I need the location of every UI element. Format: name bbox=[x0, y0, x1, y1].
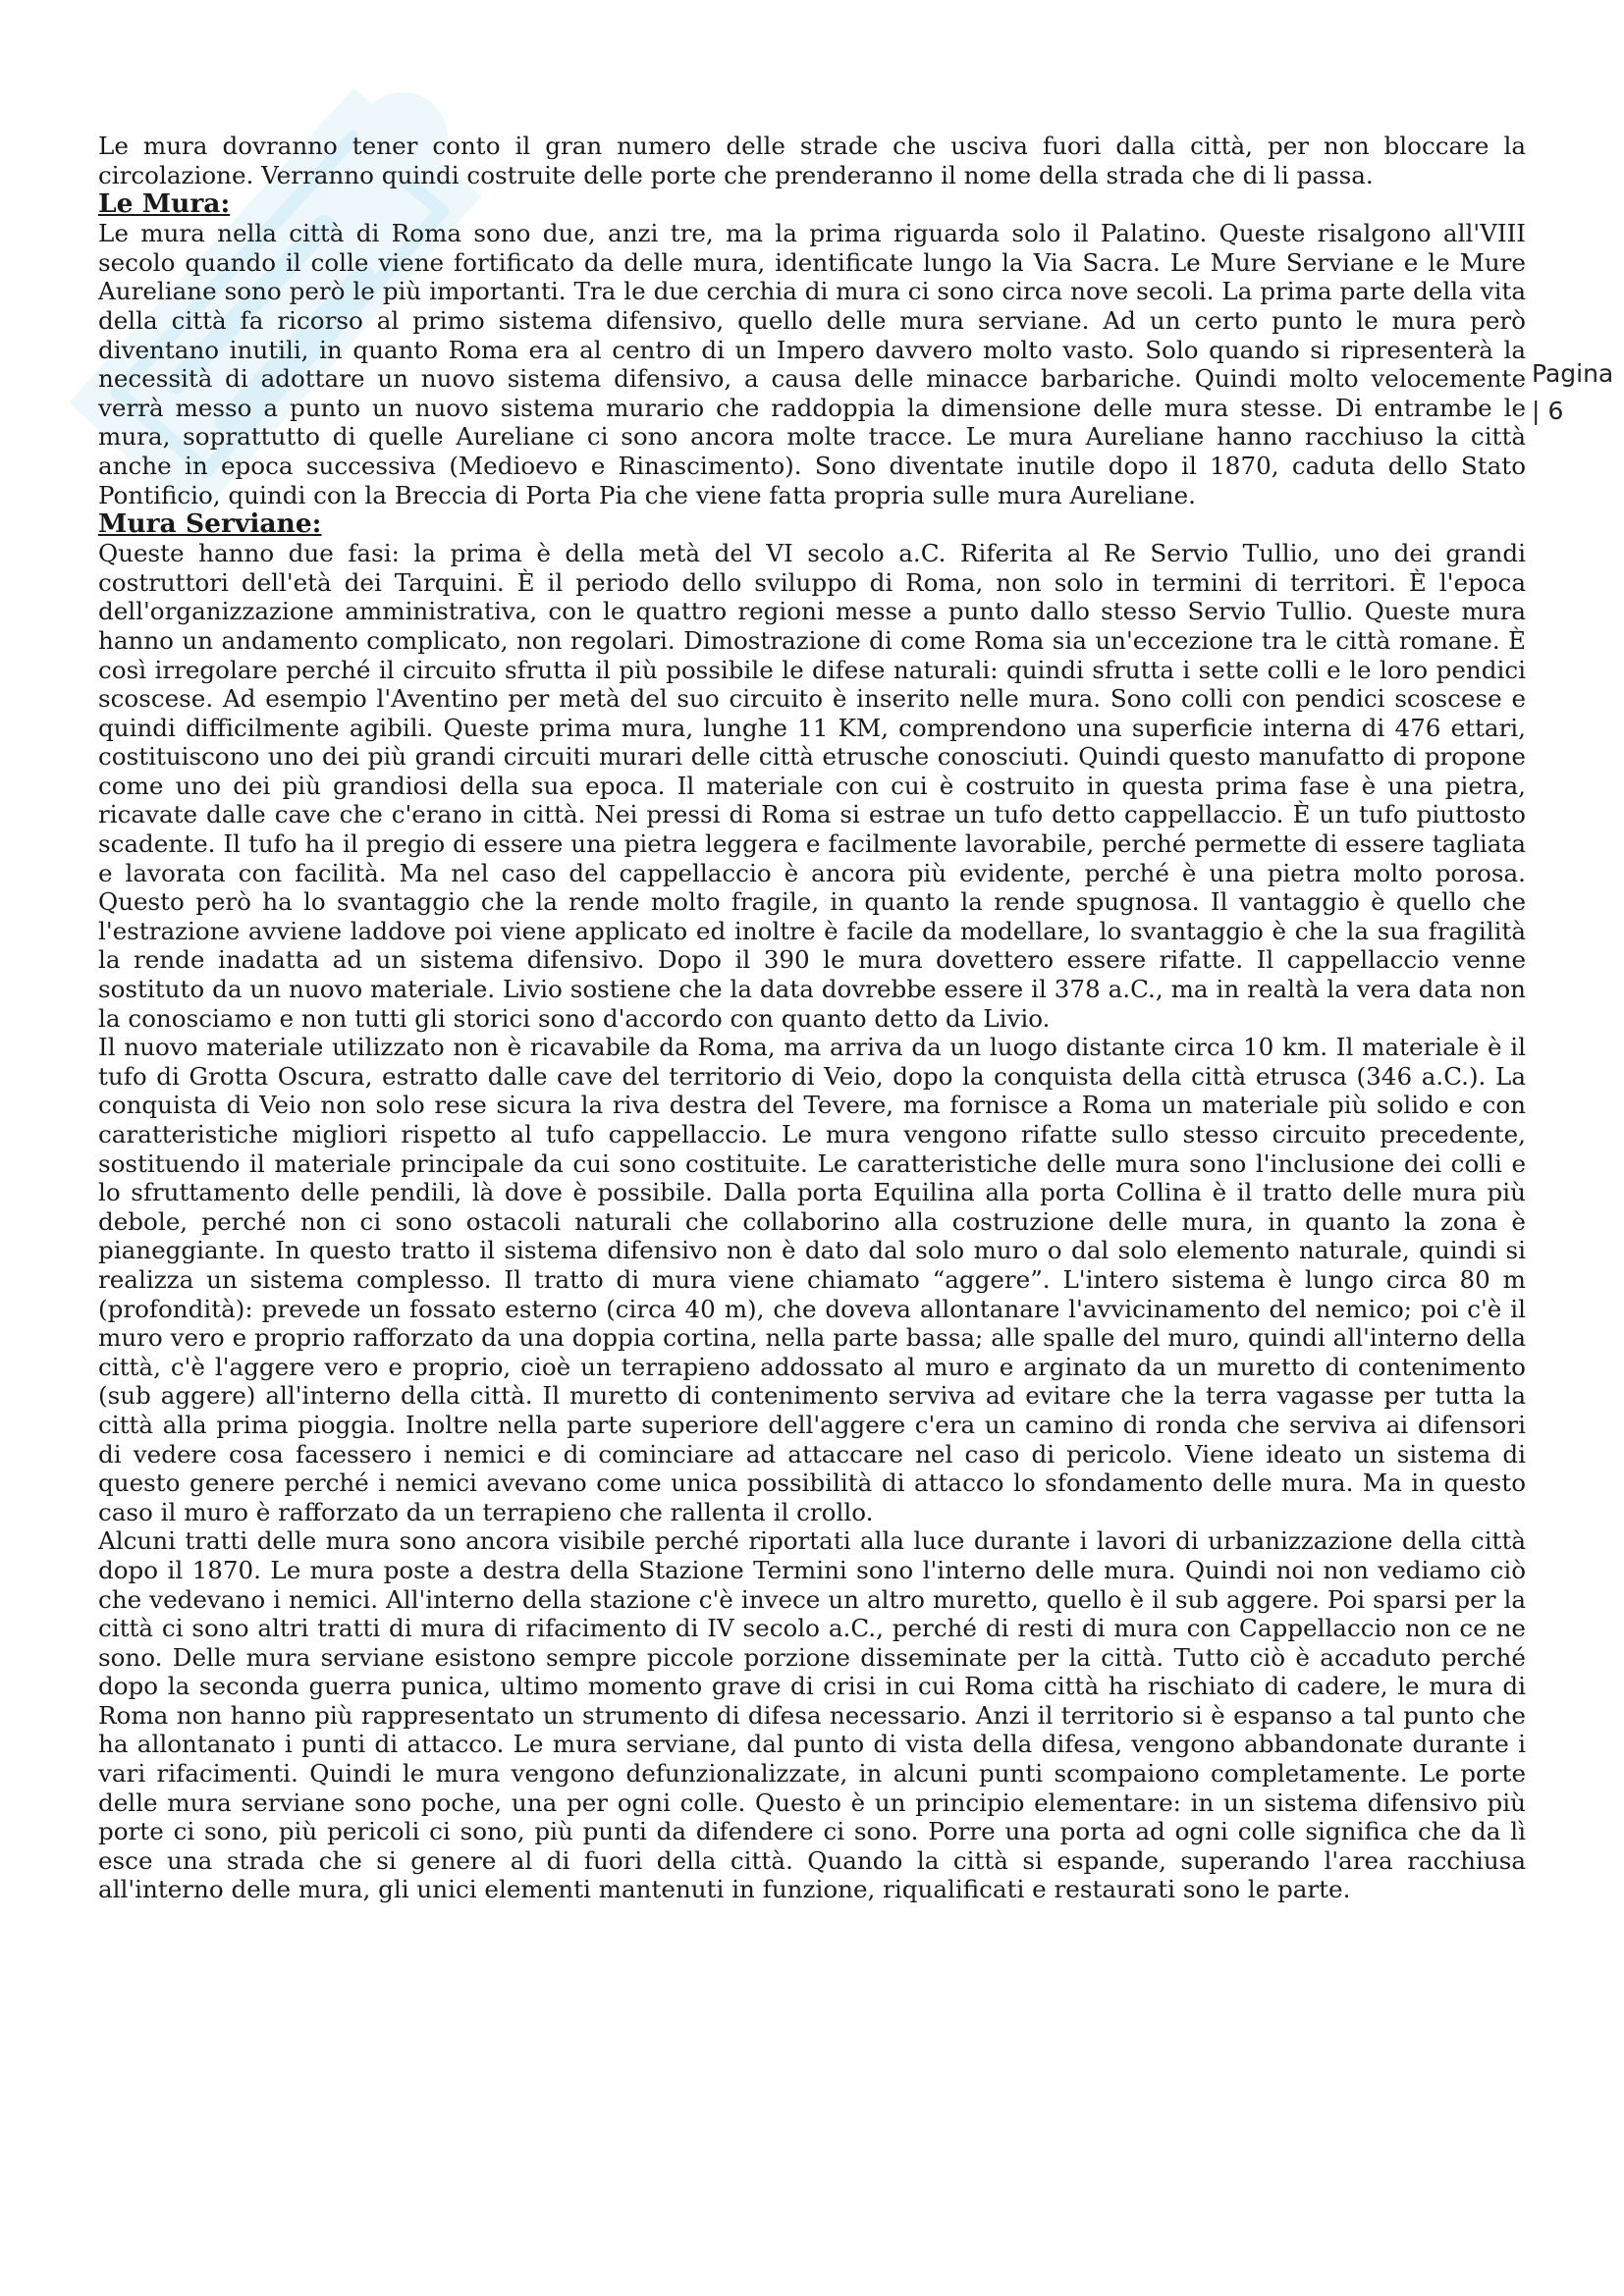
mura-serviane-paragraph-3: Alcuni tratti delle mura sono ancora visibile perché riportati alla luce durante i lavori di urbanizzazione della città dopo il 1870. Le mura poste a destra della Stazione Termini sono l'interno delle mura. Quindi noi non vediamo ciò che vedevano i nemici. All'interno della stazione c'è invece un altro muretto, quello è il sub aggere. Poi sparsi per la città ci sono altri tratti di mura di rifacimento di IV secolo a.C., perché di resti di mura con Cappellaccio non ce ne sono. Delle mura serviane esistono sempre piccole porzione disseminate per la città. Tutto ciò è accaduto perché dopo la seconda guerra punica, ultimo momento grave di crisi in cui Roma città ha rischiato di cadere, le mura di Roma non hanno più rappresentato un strumento di difesa necessario. Anzi il territorio si è espanso a tal punto che ha allontanato i punti di attacco. Le mura serviane, dal punto di vista della difesa, vengono abbandonate durante i vari rifacimenti. Quindi le mura vengono defunzionalizzate, in alcuni punti scompaiono completamente. Le porte delle mura serviane sono poche, una per ogni colle. Questo è un principio elementare: in un sistema difensivo più porte ci sono, più pericoli ci sono, più punti da difendere ci sono. Porre una porta ad ogni colle significa che da lì esce una strada che si genere al di fuori della città. Quando la città si espande, superando l'area racchiusa all'interno delle mura, gli unici elementi mantenuti in funzione, riqualificati e restaurati sono le parte. bbox=[98, 1526, 1526, 1904]
document-body bbox=[98, 132, 1526, 1904]
mura-serviane-paragraph-1: Queste hanno due fasi: la prima è della metà del VI secolo a.C. Riferita al Re Servio Tullio, uno dei grandi costruttori dell'età dei Tarquini. È il periodo dello sviluppo di Roma, non solo in termini di territori. È l'epoca dell'organizzazione amministrativa, con le quattro regioni messe a punto dallo stesso Servio Tullio. Queste mura hanno un andamento complicato, non regolari. Dimostrazione di come Roma sia un'eccezione tra le città romane. È così irregolare perché il circuito sfrutta il più possibile le difese naturali: quindi sfrutta i sette colli e le loro pendici scoscese. Ad esempio l'Aventino per metà del suo circuito è inserito nelle mura. Sono colli con pendici scoscese e quindi difficilmente agibili. Queste prima mura, lunghe 11 KM, comprendono una superficie interna di 476 ettari, costituiscono uno dei più grandi circuiti murari delle città etrusche conosciuti. Quindi questo manufatto di propone come uno dei più grandiosi della sua epoca. Il materiale con cui è costruito in questa prima fase è una pietra, ricavate dalle cave che c'erano in città. Nei pressi di Roma si estrae un tufo detto cappellaccio. È un tufo piuttosto scadente. Il tufo ha il pregio di essere una pietra leggera e facilmente lavorabile, perché permette di essere tagliata e lavorata con facilità. Ma nel caso del cappellaccio è ancora più evidente, perché è una pietra molto porosa. Questo però ha lo svantaggio che la rende molto fragile, in quanto la rende spugnosa. Il vantaggio è quello che l'estrazione avviene laddove poi viene applicato ed inoltre è facile da modellare, lo svantaggio è che la sua fragilità la rende inadatta ad un sistema difensivo. Dopo il 390 le mura dovettero essere rifatte. Il cappellaccio venne sostituto da un nuovo materiale. Livio sostiene che la data dovrebbe essere il 378 a.C., ma in realtà la vera data non la conosciamo e non tutti gli storici sono d'accordo con quanto detto da Livio. bbox=[98, 539, 1526, 1033]
page-label-number: 6 bbox=[1547, 397, 1564, 425]
page-label-number-line bbox=[1532, 393, 1613, 430]
section-heading-mura-serviane: Mura Serviane: bbox=[98, 508, 322, 540]
section-heading-le-mura: Le Mura: bbox=[98, 188, 231, 220]
page-number bbox=[1532, 355, 1613, 430]
le-mura-paragraph: Le mura nella città di Roma sono due, anzi tre, ma la prima riguarda solo il Palatino. Queste risalgono all'VIII secolo quando il colle viene fortificato da delle mura, identificate lungo la Via Sacra. Le Mure Serviane e le Mure Aureliane sono però le più importanti. Tra le due cerchia di mura ci sono circa nove secoli. La prima parte della vita della città fa ricorso al primo sistema difensivo, quello delle mura serviane. Ad un certo punto le mura però diventano inutili, in quanto Roma era al centro di un Impero davvero molto vasto. Solo quando si ripresenterà la necessità di adottare un nuovo sistema difensivo, a causa delle minacce barbariche. Quindi molto velocemente verrà messo a punto un nuovo sistema murario che raddoppia la dimensione delle mura stesse. Di entrambe le mura, soprattutto di quelle Aureliane ci sono ancora molte tracce. Le mura Aureliane hanno racchiuso la città anche in epoca successiva (Medioevo e Rinascimento). Sono diventate inutile dopo il 1870, caduta dello Stato Pontificio, quindi con la Breccia di Porta Pia che viene fatta propria sulle mura Aureliane. bbox=[98, 219, 1526, 509]
page-label-separator: | bbox=[1532, 397, 1541, 425]
mura-serviane-paragraph-2: Il nuovo materiale utilizzato non è ricavabile da Roma, ma arriva da un luogo distante circa 10 km. Il materiale è il tufo di Grotta Oscura, estratto dalle cave del territorio di Veio, dopo la conquista della città etrusca (346 a.C.). La conquista di Veio non solo rese sicura la riva destra del Tevere, ma fornisce a Roma un materiale più solido e con caratteristiche migliori rispetto al tufo cappellaccio. Le mura vengono rifatte sullo stesso circuito precedente, sostituendo il materiale principale da cui sono costituite. Le caratteristiche delle mura sono l'inclusione dei colli e lo sfruttamento delle pendili, là dove è possibile. Dalla porta Equilina alla porta Collina è il tratto delle mura più debole, perché non ci sono ostacoli naturali che collaborino alla costruzione delle mura, in quanto la zona è pianeggiante. In questo tratto il sistema difensivo non è dato dal solo muro o dal solo elemento naturale, quindi si realizza un sistema complesso. Il tratto di mura viene chiamato “aggere”. L'intero sistema è lungo circa 80 m (profondità): prevede un fossato esterno (circa 40 m), che doveva allontanare l'avvicinamento del nemico; poi c'è il muro vero e proprio rafforzato da una doppia cortina, nella parte bassa; alle spalle del muro, quindi all'interno della città, c'è l'aggere vero e proprio, cioè un terrapieno addossato al muro e arginato da un muretto di contenimento (sub aggere) all'interno della città. Il muretto di contenimento serviva ad evitare che la terra vagasse per tutta la città alla prima pioggia. Inoltre nella parte superiore dell'aggere c'era un camino di ronda che serviva ai difensori di vedere cosa facessero i nemici e di cominciare ad attaccare nel caso di pericolo. Viene ideato un sistema di questo genere perché i nemici avevano come unica possibilità di attacco lo sfondamento delle mura. Ma in questo caso il muro è rafforzato da un terrapieno che rallenta il crollo. bbox=[98, 1033, 1526, 1526]
intro-paragraph: Le mura dovranno tener conto il gran numero delle strade che usciva fuori dalla città, per non bloccare la circolazione. Verranno quindi costruite delle porte che prenderanno il nome della strada che di li passa. bbox=[98, 132, 1526, 189]
page-label-word: Pagina bbox=[1532, 359, 1614, 388]
